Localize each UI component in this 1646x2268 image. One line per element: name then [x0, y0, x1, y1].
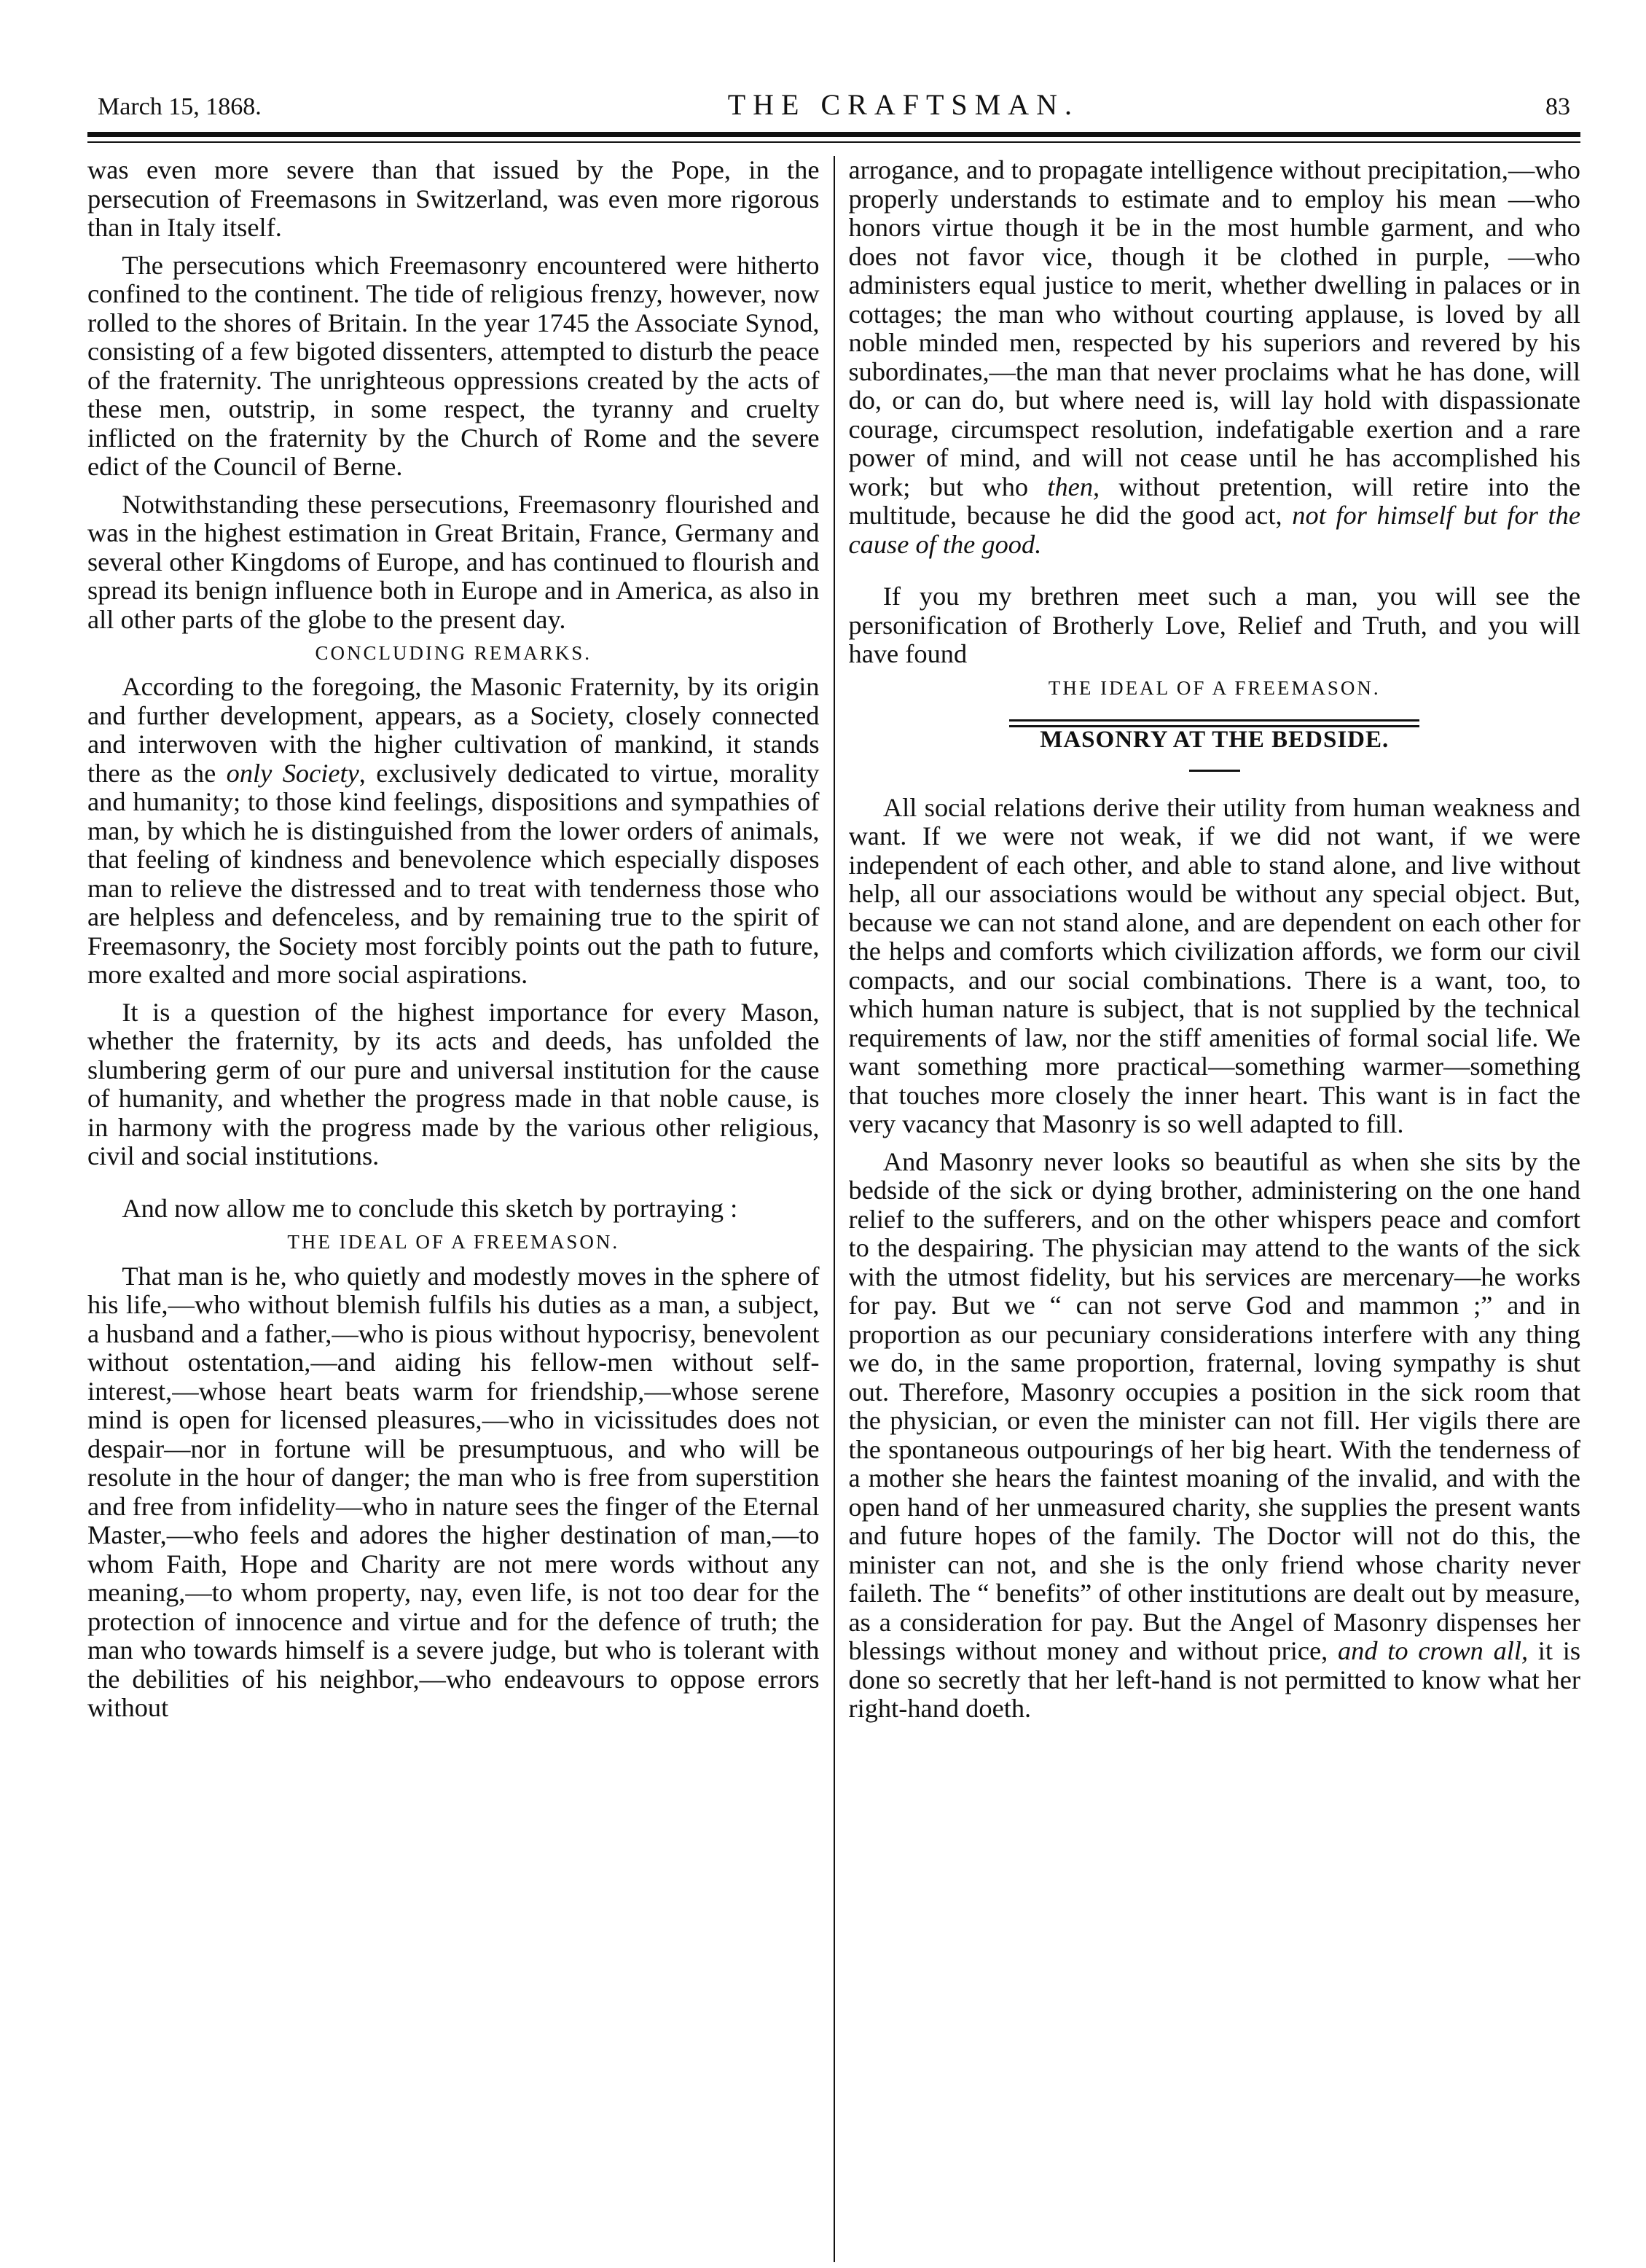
paragraph: The persecutions which Freemasonry encountered were hitherto confined to the continent. The tide of religious frenzy, however, now rolled to the shores of Britain. In the year 1745 the Associate Synod, consisting of a few bigoted dissenters, attempted to disturb the peace of the fraternity. The unrighteous oppressions created by the acts of these men, outstrip, in some respect, the tyranny and cruelty inflicted on the fraternity by the Church of Rome and the severe edict of the Council of Berne.	[87, 250, 820, 481]
heading-short-rule	[1189, 770, 1240, 772]
text-run: And Masonry never looks so beautiful as when she sits by the bedside of the sick or dying brother, administering on the one hand relief to the sufferers, and on the other whispers peace and comfort to the despairing. The physician may attend to the wants of the sick with the utmost fidelity, but his services are mercenary—he works for pay. But we “ can not serve God and mammon ;” and in proportion as our pecuniary considerations interfere with any thing we do, in the same proportion, fraternal, loving sympathy is shut out. Therefore, Masonry occupies a position in the sick room that the physician, or even the minister can not fill. Her vigils there are the spontaneous outpourings of her big heart. With the tenderness of a mother she hears the faintest moaning of the invalid, and with the open hand of her unmeasured charity, she supplies the present wants and future hopes of the family. The Doctor will not do this, the minister can not, and she is the only friend whose charity never faileth. The “ benefits” of other institutions are dealt out by measure, as a consideration for pay. But the Angel of Masonry dispenses her blessings without money and without price,	[848, 1146, 1580, 1666]
text-run: without pretention, will retire into the multitude, because he did the good act,	[848, 472, 1580, 530]
issue-date: March 15, 1868.	[98, 93, 262, 120]
paragraph: And now allow me to conclude this sketch by portraying :	[122, 1193, 738, 1223]
section-heading-ideal-freemason-right: THE IDEAL OF A FREEMASON.	[1048, 676, 1381, 699]
italic-text: then,	[1047, 472, 1100, 501]
paragraph: It is a question of the highest importance for every Mason, whether the fraternity, by its acts and deeds, has unfolded the slumbering germ of our pure and universal institution for the cause of humanity, and whether the progress made in that noble cause, is in harmony with the progress made by the various other religious, civil and social institutions.	[87, 997, 820, 1171]
article-heading-masonry-bedside: MASONRY AT THE BEDSIDE.	[1040, 726, 1390, 753]
column-divider	[834, 156, 835, 2262]
text-run: it is done so secretly that her left-hand is not permitted to know what her right-hand doeth.	[848, 1636, 1580, 1724]
paragraph	[849, 1148, 1581, 1724]
italic-text: not for himself but for the cause of the good.	[848, 501, 1580, 559]
running-header	[87, 87, 1580, 122]
paragraph: Notwithstanding these persecutions, Freemasonry flourished and was in the highest estimation in Great Britain, France, Germany and several other Kingdoms of Europe, and has continued to flourish and spread its benign influence both in Europe and in America, as also in all other parts of the globe to the present day.	[87, 489, 820, 634]
italic-text: and to crown all,	[1337, 1636, 1529, 1666]
paragraph: If you my brethren meet such a man, you will see the personification of Brotherly Love, Relief and Truth, and you will have found	[848, 582, 1580, 668]
text-run: According to the foregoing, the Masonic Fraternity, by its origin and further development, appears, as a Society, closely connected and interwoven with the higher cultivation of mankind, it stands there as the	[87, 672, 820, 788]
section-heading-concluding-remarks: CONCLUDING REMARKS.	[315, 642, 592, 664]
page-number: 83	[1545, 93, 1570, 120]
text-run: , exclusively dedicated to virtue, morality and humanity; to those kind feelings, dispositions and sympathies of man, by which he is distinguished from the lower orders of animals, that feeling of kindness and benevolence which especially disposes man to relieve the distressed and to treat with tenderness those who are helpless and defenceless, and by remaining true to the spirit of Freemasonry, the Society most forcibly points out the path to future, more exalted and more social aspirations.	[87, 758, 820, 990]
publication-title: THE CRAFTSMAN.	[727, 88, 1079, 121]
paragraph: That man is he, who quietly and modestly moves in the sphere of his life,—who without blemish fulfils his duties as a man, a subject, a husband and a father,—who is pious without hypocrisy, benevolent without ostentation,—and aiding his fellow-men without self-interest,—whose heart beats warm for friendship,—whose serene mind is open for licensed pleasures,—who in vicissitudes does not despair—nor in fortune will be presumptuous, and who will be resolute in the hour of danger; the man who is free from superstition and free from infidelity—who in nature sees the finger of the Eternal Master,—who feels and adores the higher destination of man,—to whom Faith, Hope and Charity are not mere words without any meaning,—to whom property, nay, even life, is not too dear for the protection of innocence and virtue and for the defence of truth; the man who towards himself is a severe judge, but who is tolerant with the debilities of his neighbor,—who endeavours to oppose errors without	[87, 1261, 820, 1723]
text-run: arrogance, and to propagate intelligence without precipitation,—who properly understands to estimate and to employ his mean —who honors virtue though it be in the most humble garment, and who does not favor vice, though it be clothed in purple, —who administers equal justice to merit, whether dwelling in palaces or in cottages; the man who without courting applause, is loved by all noble minded men, respected by his superiors and revered by his subordinates,—the man that never proclaims what he has done, will do, or can do, but where need is, will lay hold with dispassionate courage, circumspect resolution, indefatigable exertion and a rare power of mind, and will not cease until he has accomplished his work; but who	[848, 156, 1580, 501]
italic-text: only Society	[226, 758, 359, 788]
article-columns	[87, 156, 1580, 1724]
paragraph: was even more severe than that issued by the Pope, in the persecution of Freemasons in Switzerland, was even more rigorous than in Italy itself.	[87, 156, 820, 242]
header-rule-thin	[87, 141, 1580, 143]
left-column	[87, 156, 820, 1724]
paragraph: All social relations derive their utility from human weakness and want. If we were not weak, if we did not want, if we were independent of each other, and able to stand alone, and live without help, all our associations would be without any special object. But, because we can not stand alone, and are dependent on each other for the helps and comforts which civilization affords, we form our civil compacts, and our social combinations. There is a want, too, to which human nature is subject, that is not supplied by the technical requirements of law, nor the stiff amenities of formal social life. We want something more practical—something warmer—something that touches more closely the inner heart. This want is in fact the very vacancy that Masonry is so well adapted to fill.	[848, 792, 1580, 1139]
right-column	[849, 156, 1581, 1724]
section-heading-ideal-freemason: THE IDEAL OF A FREEMASON.	[287, 1231, 620, 1254]
header-rule-thick	[87, 132, 1580, 137]
paragraph	[849, 156, 1581, 559]
paragraph	[87, 673, 820, 990]
